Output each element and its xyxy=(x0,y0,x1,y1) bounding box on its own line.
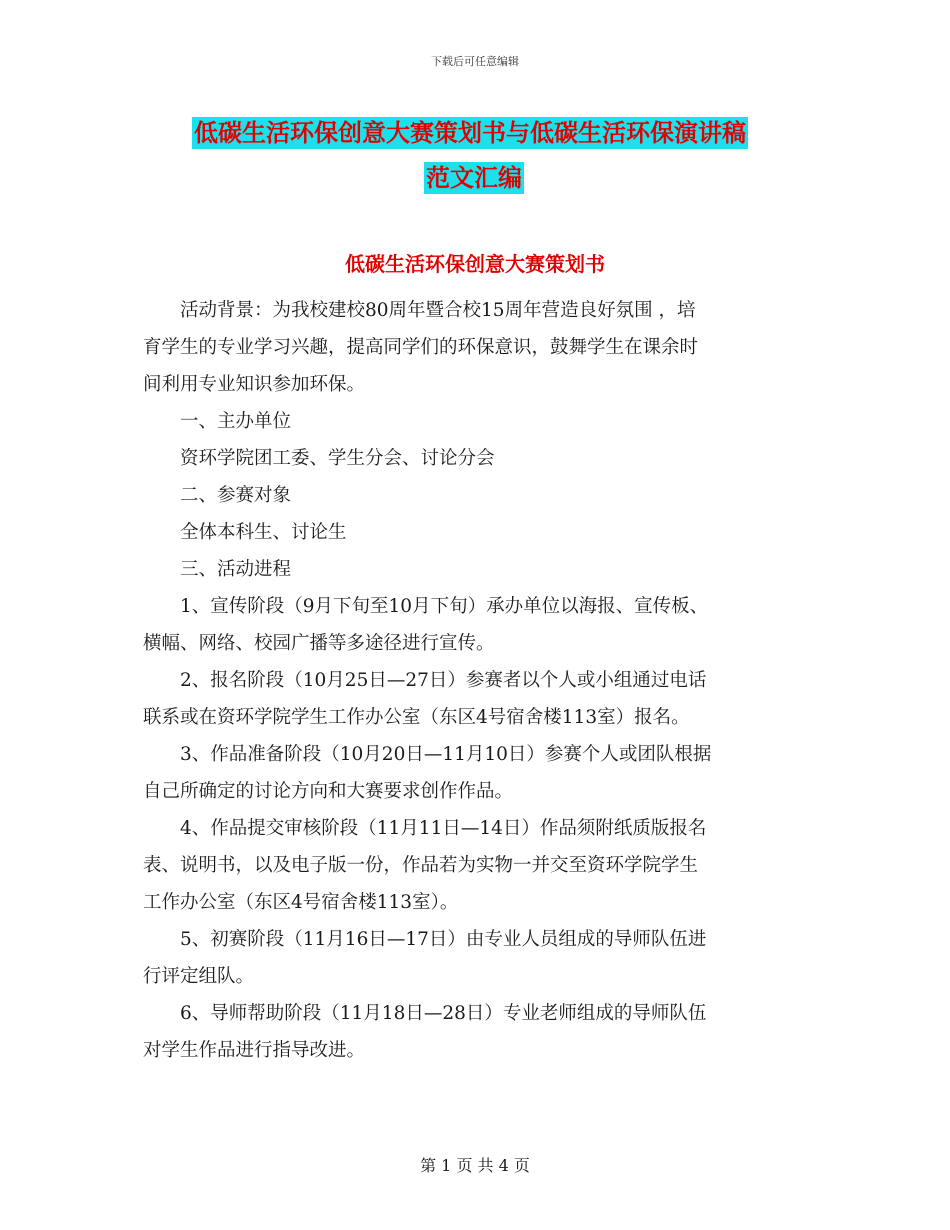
paragraph-stage-6: 6、导师帮助阶段（11月18日—28日）专业老师组成的导师队伍 对学生作品进行指导改进。 xyxy=(143,1003,707,1061)
paragraph-stage-5: 5、初赛阶段（11月16日—17日）由专业人员组成的导师队伍进 行评定组队。 xyxy=(143,929,707,987)
heading-participants: 二、参赛对象 xyxy=(180,485,292,506)
paragraph-stage-4: 4、作品提交审核阶段（11月11日—14日）作品须附纸质版报名 表、说明书，以及电子版一份，作品若为实物一并交至资环学院学生 工作办公室（东区4号宿舍楼113室）。 xyxy=(143,818,707,913)
paragraph-stage-2: 2、报名阶段（10月25日—27日）参赛者以个人或小组通过电话 联系或在资环学院学生工作办公室（东区4号宿舍楼113室）报名。 xyxy=(143,670,707,728)
title-highlight: 低碳生活环保创意大赛策划书与低碳生活环保演讲稿 xyxy=(194,119,746,147)
document-title-line-1 xyxy=(192,113,812,148)
paragraph-background: 活动背景：为我校建校80周年暨合校15周年营造良好氛围 ，培 育学生的专业学习兴趣，提高同学们的环保意识，鼓舞学生在课余时 间利用专业知识参加环保。 xyxy=(143,300,699,395)
header-note: 下载后可任意编辑 xyxy=(431,55,519,68)
document-title-line-2 xyxy=(424,158,524,193)
paragraph-organizer: 资环学院团工委、学生分会、讨论分会 xyxy=(180,448,495,469)
heading-organizer: 一、主办单位 xyxy=(180,411,292,432)
paragraph-participants: 全体本科生、讨论生 xyxy=(180,522,347,543)
page-number-footer: 第 1 页 共 4 页 xyxy=(420,1156,530,1175)
paragraph-stage-3: 3、作品准备阶段（10月20日—11月10日）参赛个人或团队根据 自己所确定的讨论方向和大赛要求创作作品。 xyxy=(143,744,712,802)
title-highlight: 范文汇编 xyxy=(426,164,522,192)
document-body xyxy=(143,292,823,1069)
heading-process: 三、活动进程 xyxy=(180,559,292,580)
paragraph-stage-1: 1、宣传阶段（9月下旬至10月下旬）承办单位以海报、宣传板、 横幅、网络、校园广播等多途径进行宣传。 xyxy=(143,596,709,654)
section-title: 低碳生活环保创意大赛策划书 xyxy=(345,252,605,276)
